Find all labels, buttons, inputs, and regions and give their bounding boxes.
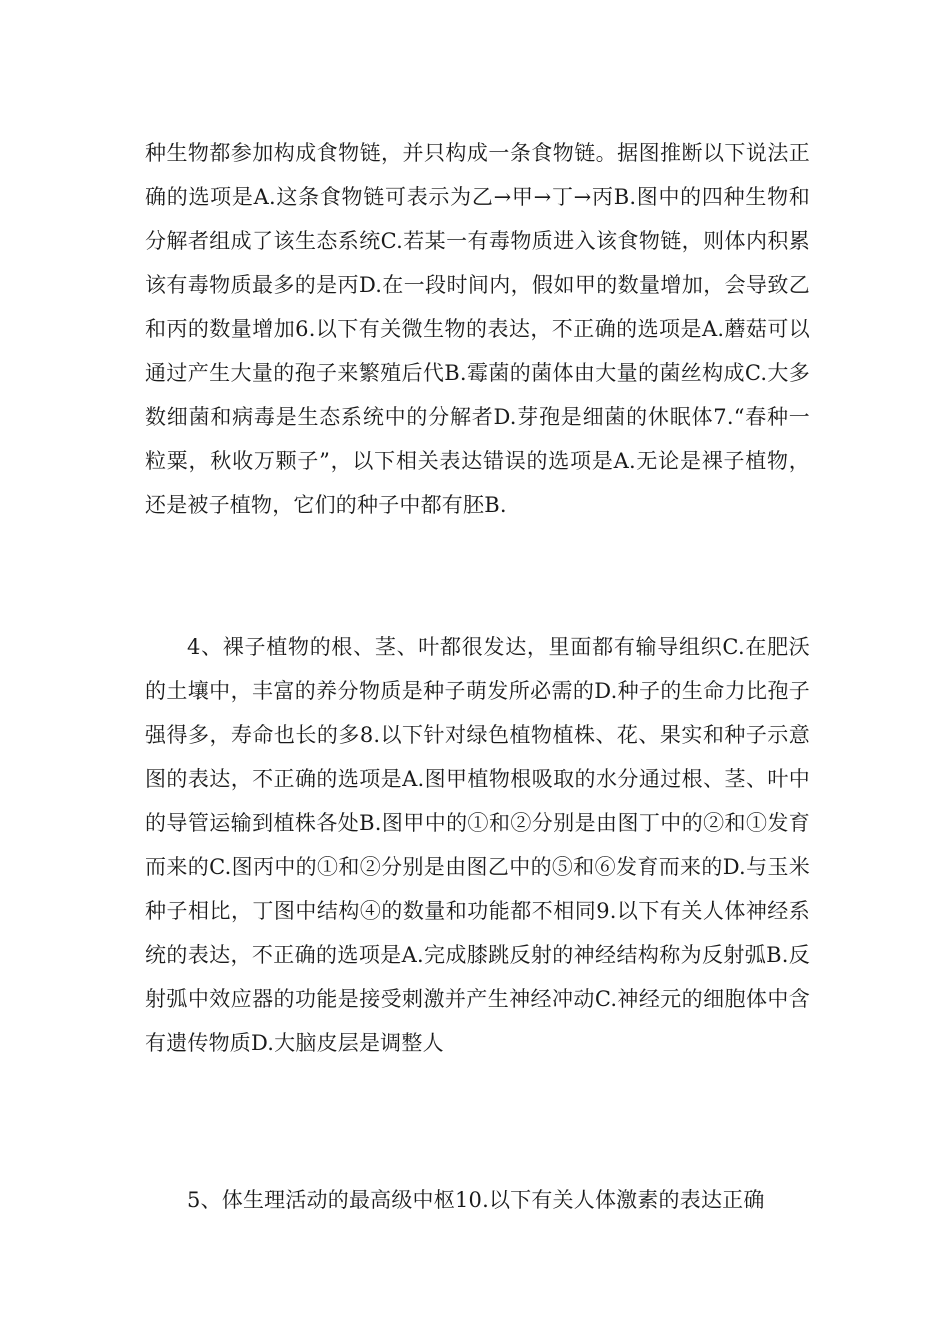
paragraph-1: 种生物都参加构成食物链，并只构成一条食物链。据图推断以下说法正确的选项是A.这条食物链可表示为乙→甲→丁→丙B.图中的四种生物和分解者组成了该生态系统C.若某一有毒物质进入该食物链，则体内积累该有毒物质最多的是丙D.在一段时间内，假如甲的数量增加，会导致乙和丙的数量增加6.以下有关微生物的表达，不正确的选项是A.蘑菇可以通过产生大量的孢子来繁殖后代B.霉菌的菌体由大量的菌丝构成C.大多数细菌和病毒是生态系统中的分解者D.芽孢是细菌的休眠体7.“春种一粒粟，秋收万颗子”，以下相关表达错误的选项是A.无论是裸子植物，还是被子植物，它们的种子中都有胚B.: [145, 141, 810, 517]
paragraph-3: 5、体生理活动的最高级中枢10.以下有关人体激素的表达正确: [187, 1188, 765, 1212]
paragraph-2: 4、裸子植物的根、茎、叶都很发达，里面都有输导组织C.在肥沃的土壤中，丰富的养分物质是种子萌发所必需的D.种子的生命力比孢子强得多，寿命也长的多8.以下针对绿色植物植株、花、果实和种子示意图的表达，不正确的选项是A.图甲植物根吸取的水分通过根、茎、叶中的导管运输到植株各处B.图甲中的①和②分别是由图丁中的②和①发育而来的C.图丙中的①和②分别是由图乙中的⑤和⑥发育而来的D.与玉米种子相比，丁图中结构④的数量和功能都不相同9.以下有关人体神经系统的表达，不正确的选项是A.完成膝跳反射的神经结构称为反射弧B.反射弧中效应器的功能是接受刺激并产生神经冲动C.神经元的细胞体中含有遗传物质D.大脑皮层是调整人: [145, 635, 810, 1055]
